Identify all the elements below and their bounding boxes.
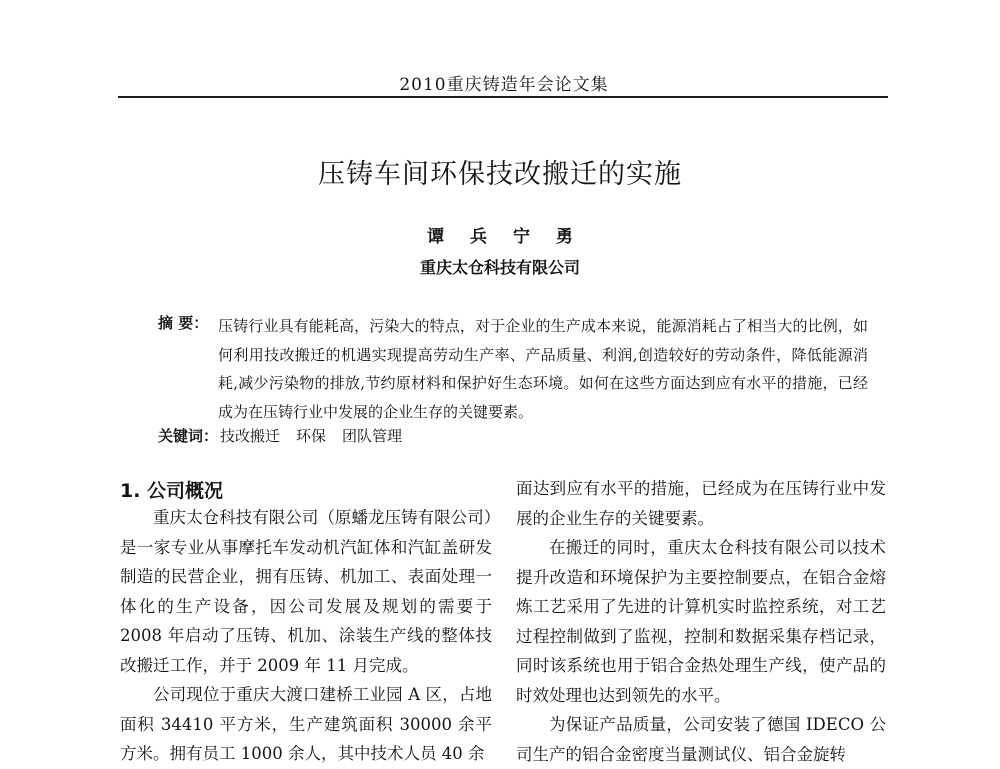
section-heading: 1. 公司概况 (120, 480, 224, 502)
body-paragraph-continuation: 面达到应有水平的措施，已经成为在压铸行业中发展的企业生存的关键要素。 (516, 479, 886, 528)
right-column (516, 474, 886, 769)
abstract-label: 摘 要： (158, 314, 209, 332)
keyword: 技改搬迁 (220, 427, 281, 445)
keywords-list (220, 425, 402, 446)
affiliation: 重庆太仓科技有限公司 (419, 258, 580, 277)
running-header: 2010重庆铸造年会论文集 (399, 75, 609, 95)
author-1: 谭 兵 (427, 227, 488, 247)
keywords-label: 关键词： (158, 427, 219, 445)
body-paragraph: 重庆太仓科技有限公司（原蟠龙压铸有限公司）是一家专业从事摩托车发动机汽缸体和汽缸盖研发制造的民营企业，拥有压铸、机加工、表面处理一体化的生产设备，因公司发展及规划的需要于 2008 年启动了压铸、机加、涂装生产线的整体技改搬迁工作，并于 2009 年 11 月完成。 (120, 508, 492, 675)
body-paragraph: 公司现位于重庆大渡口建桥工业园 A 区，占地面积 34410 平方米，生产建筑面积 30000 余平方米。拥有员工 1000 余人，其中技术人员 40 余 (120, 685, 492, 763)
keyword: 团队管理 (342, 427, 403, 445)
body-paragraph: 为保证产品质量，公司安装了德国 IDECO 公司生产的铝合金密度当量测试仪、铝合金旋转 (516, 715, 886, 764)
left-column (120, 503, 492, 769)
body-paragraph: 在搬迁的同时，重庆太仓科技有限公司以技术提升改造和环境保护为主要控制要点，在铝合金熔炼工艺采用了先进的计算机实时监控系统，对工艺过程控制做到了监视，控制和数据采集存档记录，同时该系统也用于铝合金热处理生产线，使产品的时效处理也达到领先的水平。 (516, 538, 886, 705)
authors (0, 222, 1000, 247)
abstract-text: 压铸行业具有能耗高，污染大的特点，对于企业的生产成本来说，能源消耗占了相当大的比例，如何利用技改搬迁的机遇实现提高劳动生产率、产品质量、利润,创造较好的劳动条件，降低能源消耗,减少污染物的排放,节约原材料和保护好生态环境。如何在这些方面达到应有水平的措施，已经成为在压铸行业中发展的企业生存的关键要素。 (218, 317, 868, 421)
author-2: 宁 勇 (512, 227, 573, 247)
header-rule (118, 96, 888, 98)
paper-title: 压铸车间环保技改搬迁的实施 (318, 159, 682, 190)
keyword: 环保 (296, 427, 327, 445)
